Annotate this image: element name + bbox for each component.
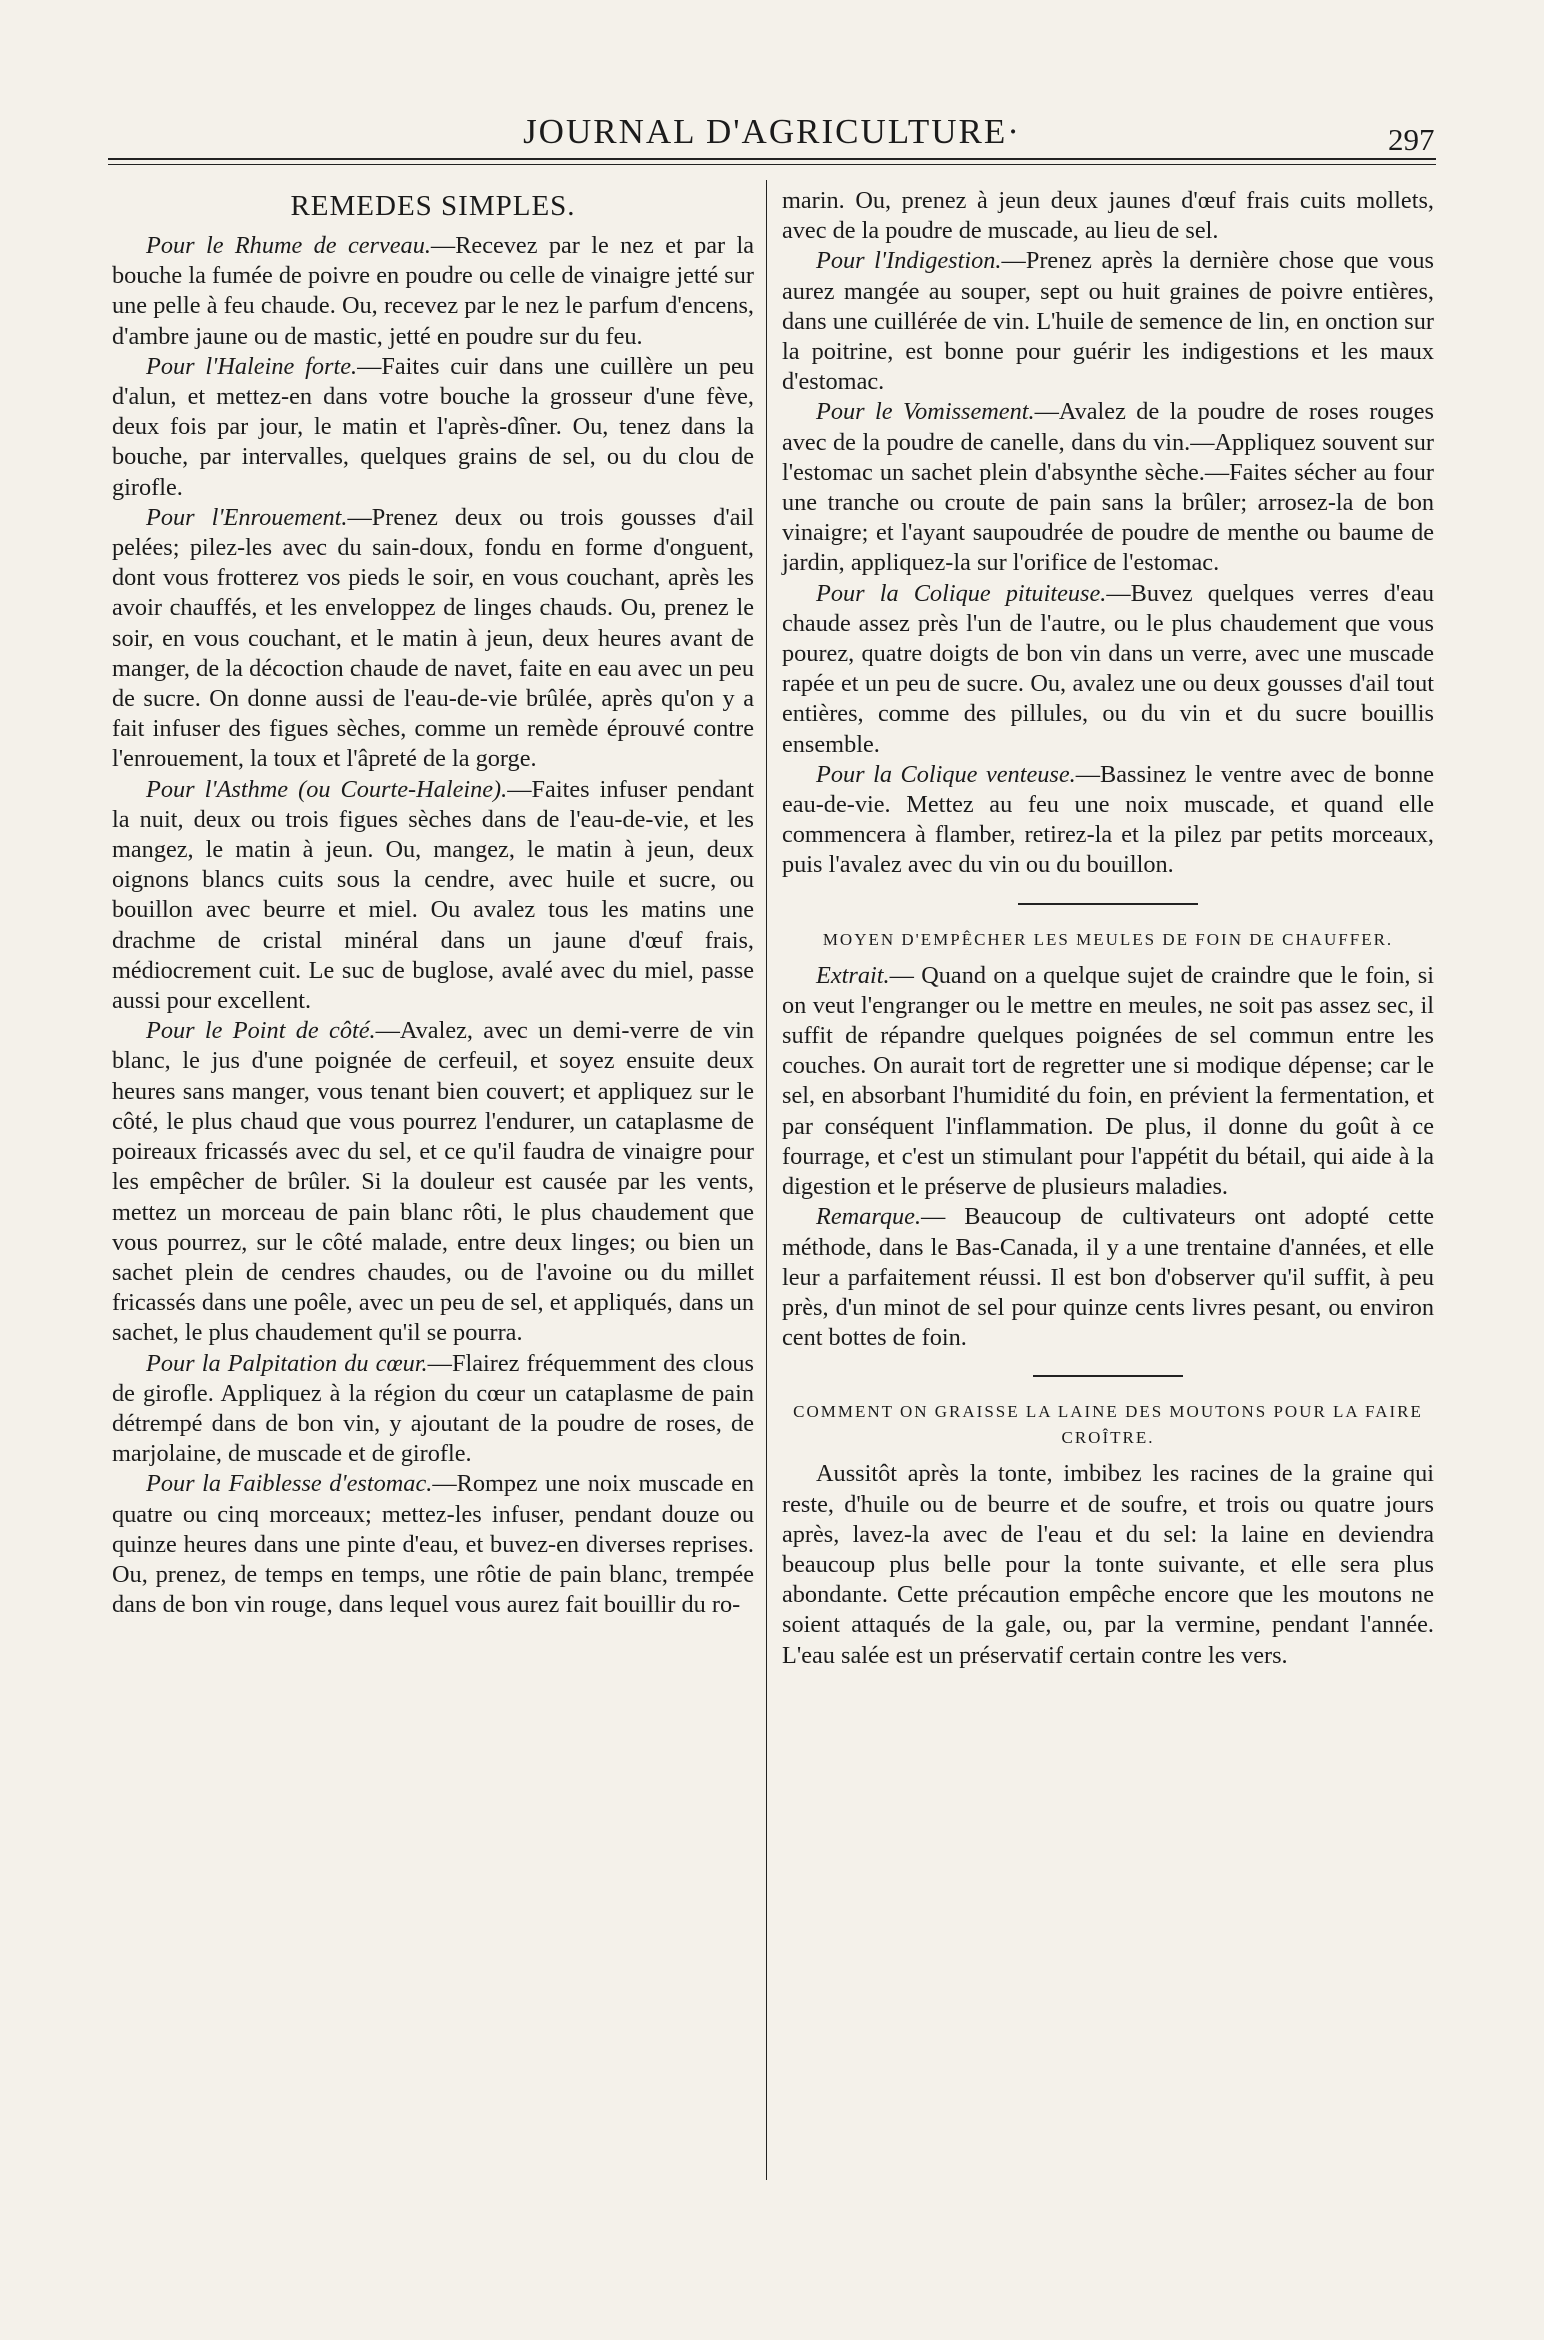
remedy-title: Pour la Faiblesse d'estomac. <box>146 1470 433 1498</box>
remedy-title-extra: (ou Courte-Haleine). <box>298 775 508 803</box>
paragraph-label: Extrait. <box>816 961 890 989</box>
remedy-asthme <box>112 775 754 1017</box>
remedy-title: Pour la Colique venteuse. <box>816 760 1076 788</box>
section-separator <box>1018 903 1198 905</box>
running-title: JOURNAL D'AGRICULTURE· <box>523 112 1021 151</box>
remedy-title: Pour l'Enrouement. <box>146 503 348 531</box>
remedy-title: Pour l'Indigestion. <box>816 247 1002 275</box>
remedy-text: —Prenez deux ou trois gousses d'ail pelées; pilez-les avec du sain-doux, fondu en forme d'onguent, dont vous frotterez vos pieds le soir, en vous couchant, après les avoir chauffés, et les enveloppez de linges chauds. Ou, prenez le soir, en vous couchant, et le matin à jeun, deux heures avant de manger, de la décoction chaude de navet, faite en eau avec un peu de sucre. On donne aussi de l'eau-de-vie brûlée, après qu'on y a fait infuser des figues sèches, comme un remède éprouvé contre l'enrouement, la toux et l'âpreté de la gorge. <box>112 503 754 773</box>
remedy-faiblesse <box>112 1469 754 1620</box>
right-column <box>782 186 1434 1671</box>
remedy-title: Pour la Colique pituiteuse. <box>816 579 1107 607</box>
paragraph-text: — Quand on a quelque sujet de craindre que le foin, si on veut l'engranger ou le mettre en meules, ne soit pas assez sec, il suffit de répandre quelques poignées de sel commun entre les couches. On aurait tort de regretter une si modique dépense; car le sel, en absorbant l'humidité du foin, en prévient la fermentation, et par conséquent l'inflammation. De plus, il donne du goût à ce fourrage, et c'est un stimulant pour l'appétit du bétail, qui aide à la digestion et le préserve de plusieurs maladies. <box>782 961 1434 1201</box>
article-paragraph <box>782 1202 1434 1353</box>
remedy-palpitation <box>112 1349 754 1470</box>
remedy-vomissement <box>782 397 1434 578</box>
header-rule-bottom <box>108 164 1436 165</box>
paragraph-text: — Beaucoup de cultivateurs ont adopté cette méthode, dans le Bas-Canada, il y a une trentaine d'années, et elle leur a parfaitement réussi. Il est bon d'observer qu'il suffit, à peu près, d'un minot de sel pour quinze cents livres pesant, ou environ cent bottes de foin. <box>782 1203 1434 1352</box>
article-paragraph <box>782 961 1434 1203</box>
remedy-indigestion <box>782 246 1434 397</box>
section-title: REMEDES SIMPLES. <box>290 190 576 222</box>
remedy-text: —Flairez fréquemment des clous de girofle. Appliquez à la région du cœur un cataplasme de pain détrempé dans de bon vin, y ajoutant de la poudre de roses, de marjolaine, de muscade et de girofle. <box>112 1349 754 1468</box>
remedy-title: Pour le Point de côté. <box>146 1017 376 1045</box>
remedy-point-de-cote <box>112 1016 754 1348</box>
remedy-text: —Rompez une noix muscade en quatre ou cinq morceaux; mettez-les infuser, pendant douze ou quinze heures dans une pinte d'eau, et buvez-en diverses reprises. Ou, prenez, de temps en temps, une rôtie de pain blanc, trempée dans de bon vin rouge, dans lequel vous aurez fait bouillir du ro- <box>112 1470 754 1619</box>
article-heading-meules: MOYEN D'EMPÊCHER LES MEULES DE FOIN DE CHAUFFER. <box>822 929 1394 949</box>
left-column <box>112 186 754 1620</box>
header-rule-top <box>108 158 1436 160</box>
remedy-title: Pour le Rhume de cerveau. <box>146 232 431 259</box>
remedy-text: —Avalez, avec un demi-verre de vin blanc, le jus d'une poignée de cerfeuil, et soyez ensuite deux heures sans manger, vous tenant bien couvert; et appliquez sur le côté, le plus chaud que vous pourrez l'endurer, un cataplasme de poireaux fricassés avec du sel, et ce qu'il faudra de vinaigre pour les empêcher de brûler. Si la douleur est causée par les vents, mettez un morceau de pain blanc rôti, le plus chaudement que vous pourrez, sur le côté malade, entre deux linges; ou bien un sachet plein de cendres chaudes, ou de l'avoine ou du millet fricassés dans une poêle, avec un peu de sel, et appliqués, dans un sachet, le plus chaudement qu'il se pourra. <box>112 1017 754 1347</box>
article-heading-laine: COMMENT ON GRAISSE LA LAINE DES MOUTONS POUR LA FAIRE CROÎTRE. <box>793 1402 1423 1448</box>
remedy-haleine <box>112 352 754 503</box>
article-paragraph: Aussitôt après la tonte, imbibez les racines de la graine qui reste, d'huile ou de beurre et de soufre, et trois ou quatre jours après, lavez-la avec de l'eau et du sel: la laine en deviendra beaucoup plus belle pour la tonte suivante, et elle sera plus abondante. Cette précaution empêche encore que les moutons ne soient attaqués de la gale, ou, par la vermine, pendant l'année. L'eau salée est un préservatif certain contre les vers. <box>782 1460 1434 1669</box>
paragraph-label: Remarque. <box>816 1203 922 1231</box>
section-separator <box>1033 1375 1183 1377</box>
remedy-text: —Bassinez le ventre avec de bonne eau-de-vie. Mettez au feu une noix muscade, et quand elle commencera à flamber, retirez-la et la pilez par petits morceaux, puis l'avalez avec du vin ou du bouillon. <box>782 760 1434 879</box>
remedy-colique-venteuse <box>782 760 1434 881</box>
remedy-title: Pour le Vomissement. <box>816 398 1035 426</box>
remedy-text: —Buvez quelques verres d'eau chaude assez près l'un de l'autre, ou le plus chaudement que vous pourez, quatre doigts de bon vin dans un verre, avec une muscade rapée et un peu de sucre. Ou, avalez une ou deux gousses d'ail tout entières, comme des pillules, ou du vin et du sucre bouillis ensemble. <box>782 579 1435 758</box>
remedy-rhume <box>112 231 754 352</box>
remedy-text: —Prenez après la dernière chose que vous aurez mangée au souper, sept ou huit graines de poivre entières, dans une cuillérée de vin. L'huile de semence de lin, en onction sur la poitrine, est bonne pour guérir les indigestions et les maux d'estomac. <box>782 247 1435 396</box>
remedy-title: Pour l'Haleine forte. <box>146 352 358 380</box>
remedy-colique-pituiteuse <box>782 579 1434 760</box>
remedy-text: —Faites infuser pendant la nuit, deux ou trois figues sèches dans de l'eau-de-vie, et les mangez, le matin à jeun. Ou, mangez, le matin à jeun, deux oignons blancs cuits sous la cendre, avec huile et sucre, ou bouillon avec beurre et miel. Ou avalez tous les matins une drachme de cristal minéral dans un jaune d'œuf frais, médiocrement cuit. Le suc de buglose, avalé avec du miel, passe aussi pour excellent. <box>112 775 754 1015</box>
remedy-text: —Faites cuir dans une cuillère un peu d'alun, et mettez-en dans votre bouche la grosseur d'une fève, deux fois par jour, le matin et l'après-dîner. Ou, tenez dans la bouche, par intervalles, quelques grains de sel, ou du clou de girofle. <box>112 352 754 501</box>
remedy-title: Pour la Palpitation du cœur. <box>146 1349 428 1377</box>
remedy-enrouement <box>112 503 754 775</box>
column-divider <box>766 180 767 2180</box>
page-number: 297 <box>1388 122 1435 157</box>
remedy-text: —Recevez par le nez et par la bouche la fumée de poivre en poudre ou celle de vinaigre jetté sur une pelle à feu chaude. Ou, recevez par le nez le parfum d'encens, d'ambre jaune ou de mastic, jetté en poudre sur du feu. <box>112 232 754 350</box>
remedy-continuation: marin. Ou, prenez à jeun deux jaunes d'œuf frais cuits mollets, avec de la poudre de muscade, au lieu de sel. <box>782 187 1434 245</box>
remedy-text: —Avalez de la poudre de roses rouges avec de la poudre de canelle, dans du vin.—Appliquez souvent sur l'estomac un sachet plein d'absynthe sèche.—Faites sécher au four une tranche ou croute de pain sans la brûler; arrosez-la de bon vinaigre; et l'ayant saupoudrée de poudre de menthe ou baume de jardin, appliquez-la sur l'orifice de l'estomac. <box>782 398 1434 577</box>
remedy-title: Pour l'Asthme <box>146 775 289 803</box>
